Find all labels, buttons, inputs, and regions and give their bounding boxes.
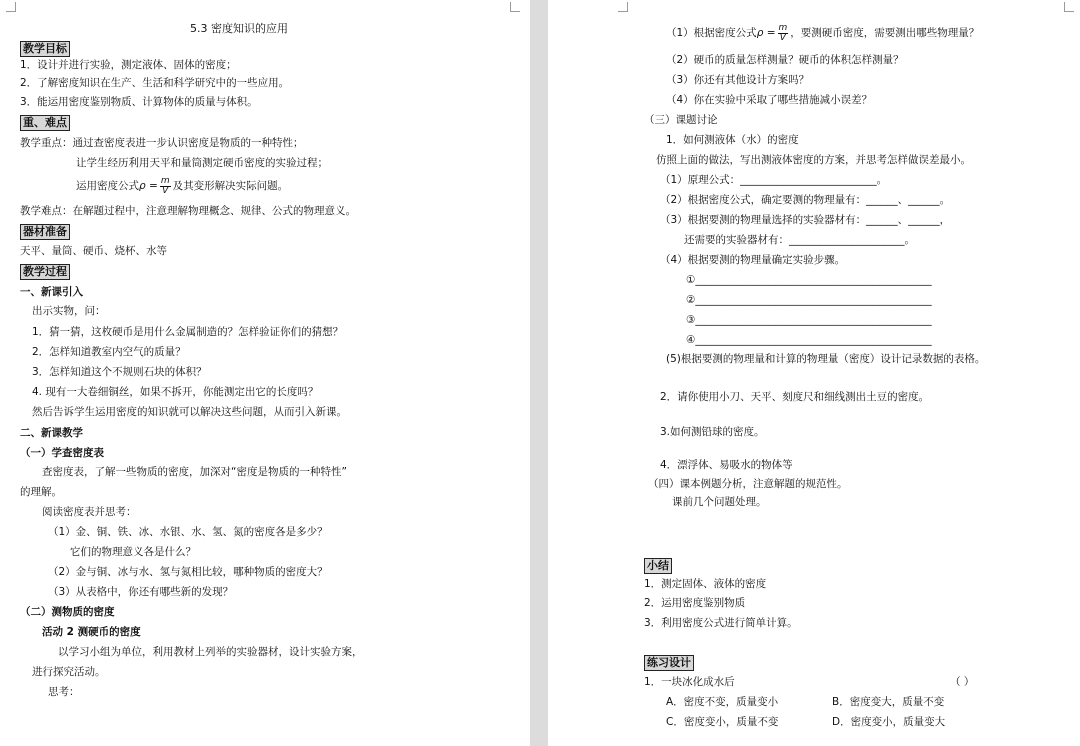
- discussion-item: 2．请你使用小刀、天平、刻度尺和细线测出土豆的密度。: [660, 391, 930, 403]
- section-heading-equipment: 器材准备: [20, 224, 70, 240]
- intro-question: 1．猜一猜，这枚硬币是用什么金属制造的？怎样验证你们的猜想？: [32, 326, 344, 338]
- page-corner-mark: [510, 2, 520, 12]
- goal-item: 1．设计并进行实验，测定液体、固体的密度；: [20, 59, 237, 71]
- intro-question: 4. 现有一大卷细铜丝，如果不拆开，你能测定出它的长度吗？: [32, 386, 319, 398]
- think-question: （1）金、铜、铁、冰、水银、水、氢、氮的密度各是多少？: [48, 526, 328, 538]
- question-text: （2）硬币的质量怎样测量？硬币的体积怎样测量？: [666, 54, 904, 66]
- question-formula-line: [666, 22, 979, 44]
- goal-item: 2．了解密度知识在生产、生活和科学研究中的一些应用。: [20, 77, 290, 89]
- equipment-list: 天平、量筒、硬币、烧杯、水等: [20, 245, 167, 257]
- summary-item: 3．利用密度公式进行简单计算。: [644, 617, 798, 629]
- think-question: （2）金与铜、冰与水、氢与氮相比较，哪种物质的密度大？: [48, 566, 328, 578]
- density-formula-rho: ρ =: [756, 27, 776, 39]
- formula-numerator: m: [778, 22, 788, 33]
- paragraph-text: 以学习小组为单位，利用教材上列举的实验器材，设计实验方案，: [58, 646, 363, 658]
- document-page-left: [0, 0, 530, 746]
- question-text: （1）根据密度公式: [666, 27, 757, 39]
- question-text: ，要测硬币密度，需要测出哪些物理量？: [790, 27, 980, 39]
- step-blank: ③_____________________________________________: [686, 314, 932, 326]
- fill-in-item: 还需要的实验器材有：______________________。: [684, 234, 915, 246]
- discussion-item: 4．漂浮体、易吸水的物体等: [660, 459, 793, 471]
- formula-denominator: V: [162, 185, 169, 196]
- paragraph-text: 进行探究活动。: [32, 666, 106, 678]
- density-formula-fraction: [778, 24, 789, 43]
- answer-option: C．密度变小，质量不变: [666, 716, 779, 728]
- section-heading-key-points: 重、难点: [20, 115, 70, 131]
- activity-heading: 活动 2 测硬币的密度: [42, 626, 141, 638]
- section-heading-summary: 小结: [644, 558, 672, 574]
- intro-show-text: 出示实物，问：: [32, 305, 106, 317]
- density-formula-fraction: [160, 177, 171, 196]
- page-corner-mark: [1064, 2, 1074, 12]
- answer-option: A．密度不变，质量变小: [666, 696, 779, 708]
- paragraph-text: 查密度表，了解一些物质的密度，加深对“密度是物质的一种特性”: [42, 466, 347, 478]
- formula-denominator: V: [779, 32, 786, 43]
- summary-item: 2．运用密度鉴别物质: [644, 597, 746, 609]
- subsection-heading: （四）课本例题分析，注意解题的规范性。: [648, 478, 848, 490]
- key-point-text: 及其变形解决实际问题。: [172, 180, 289, 192]
- subsection-heading: （三）课题讨论: [644, 114, 718, 126]
- step-blank: ②_____________________________________________: [686, 294, 932, 306]
- answer-option: B．密度变大，质量不变: [832, 696, 945, 708]
- discussion-item: 3.如何测铅球的密度。: [660, 426, 765, 438]
- fill-in-item: （2）根据密度公式，确定要测的物理量有：______、______。: [660, 194, 951, 206]
- step-blank: ④_____________________________________________: [686, 334, 932, 346]
- question-text: （3）你还有其他设计方案吗？: [666, 74, 810, 86]
- document-page-right: [548, 0, 1080, 746]
- formula-numerator: m: [160, 175, 170, 186]
- page-corner-mark: [6, 2, 16, 12]
- subsection-heading: （一）学查密度表: [20, 447, 104, 459]
- fill-in-item: (5)根据要测的物理量和计算的物理量（密度）设计记录数据的表格。: [666, 353, 986, 365]
- think-question: 它们的物理意义各是什么？: [70, 546, 196, 558]
- new-lesson-heading: 二、新课教学: [20, 427, 83, 439]
- paragraph-text: 阅读密度表并思考：: [42, 506, 137, 518]
- key-point-formula-line: [76, 175, 288, 197]
- question-text: （4）你在实验中采取了哪些措施减小误差？: [666, 94, 873, 106]
- difficulty-text: 教学难点：在解题过程中，注意理解物理概念、规律、公式的物理意义。: [20, 205, 356, 217]
- key-point-text: 教学重点：通过查密度表进一步认识密度是物质的一种特性；: [20, 137, 304, 149]
- page-title: 5.3 密度知识的应用: [190, 22, 288, 35]
- fill-in-item: （1）原理公式：__________________________。: [660, 174, 888, 186]
- intro-tail-text: 然后告诉学生运用密度的知识就可以解决这些问题，从而引入新课。: [32, 406, 347, 418]
- subsection-heading: （二）测物质的密度: [20, 606, 115, 618]
- think-label: 思考：: [48, 686, 80, 698]
- paragraph-text: 仿照上面的做法，写出测液体密度的方案，并思考怎样做误差最小。: [656, 154, 971, 166]
- paragraph-text: 课前几个问题处理。: [672, 496, 767, 508]
- paragraph-text: 的理解。: [20, 486, 62, 498]
- answer-paren: （ ）: [950, 676, 975, 688]
- page-corner-mark: [618, 2, 628, 12]
- section-heading-exercise: 练习设计: [644, 655, 694, 671]
- density-formula-rho: ρ =: [139, 180, 158, 192]
- discussion-item: 1．如何测液体（水）的密度: [666, 134, 799, 146]
- exercise-question: 1．一块冰化成水后: [644, 676, 735, 688]
- fill-in-item: （3）根据要测的物理量选择的实验器材有：______、______，: [660, 214, 951, 226]
- think-question: （3）从表格中，你还有哪些新的发现？: [48, 586, 234, 598]
- step-blank: ①_____________________________________________: [686, 274, 932, 286]
- section-heading-goals: 教学目标: [20, 41, 70, 57]
- summary-item: 1．测定固体、液体的密度: [644, 578, 767, 590]
- goal-item: 3．能运用密度鉴别物质、计算物体的质量与体积。: [20, 96, 258, 108]
- intro-heading: 一、新课引入: [20, 286, 83, 298]
- fill-in-item: （4）根据要测的物理量确定实验步骤。: [660, 254, 846, 266]
- page-gap: [530, 0, 548, 746]
- intro-question: 2．怎样知道教室内空气的质量？: [32, 346, 186, 358]
- section-heading-process: 教学过程: [20, 264, 70, 280]
- key-point-text: 让学生经历利用天平和量筒测定硬币密度的实验过程；: [76, 157, 328, 169]
- answer-option: D．密度变小，质量变大: [832, 716, 946, 728]
- key-point-text: 运用密度公式: [76, 180, 139, 192]
- intro-question: 3．怎样知道这个不规则石块的体积？: [32, 366, 207, 378]
